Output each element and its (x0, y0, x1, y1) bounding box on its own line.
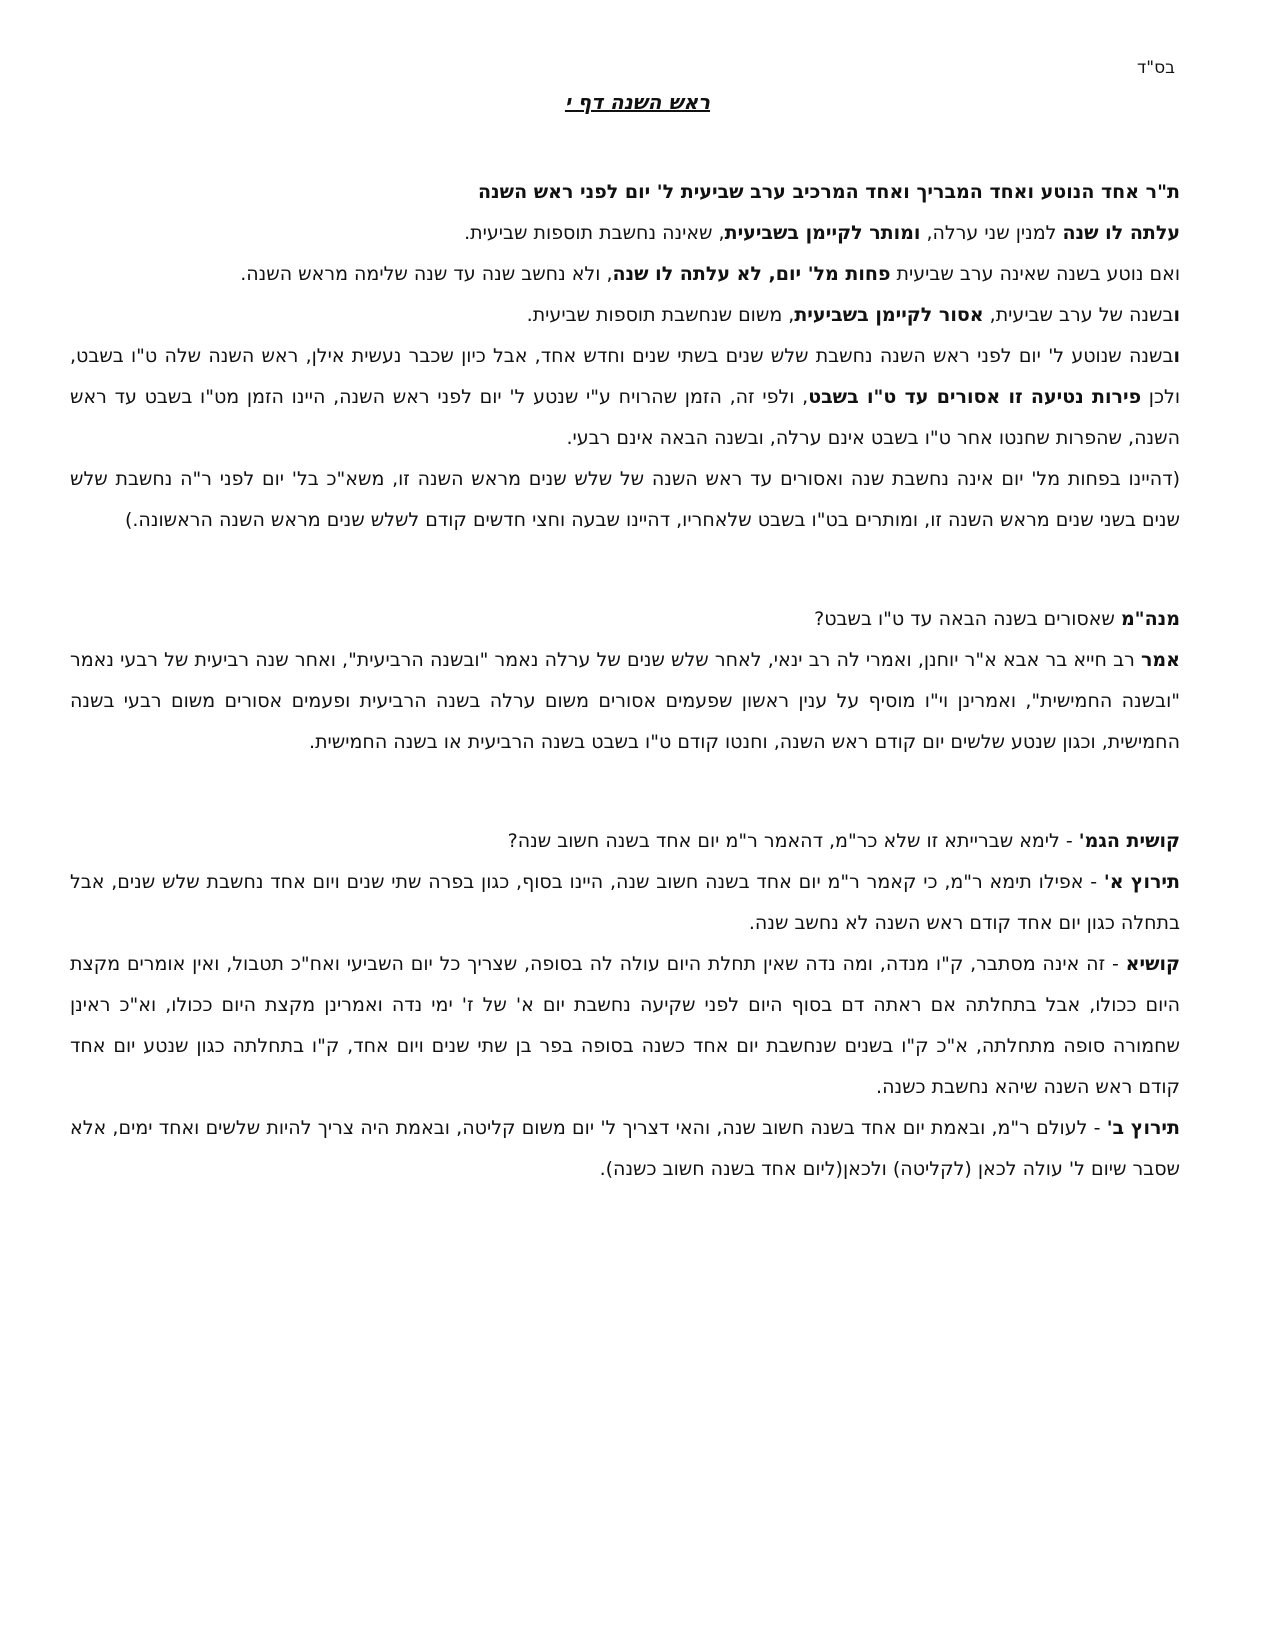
baraita-line (70, 172, 1180, 213)
paragraph-2 (70, 254, 1180, 295)
bold-phrase: עלתה לו שנה (1062, 222, 1180, 244)
text-run: רב חייא בר אבא א"ר יוחנן, ואמרי לה רב ינאי, לאחר שלש שנים של ערלה נאמר "ובשנה הרביעית", ואחר שנה רביעית של רבעי נאמר "ובשנה החמישית", ואמרינן וי"ו מוסיף על ענין ראשון שפעמים אסורים משום ערלה בשנה הרביעית ופעמים אסורים משום רבעי בשנה החמישית, וכגון שנטע שלשים יום קודם ראש השנה, וחנטו קודם ט"ו בשבט בשנה הרביעית או בשנה החמישית. (70, 649, 1180, 753)
text-run: , ולפי זה, הזמן שהרויח ע"י שנטע ל' יום לפני ראש השנה, היינו הזמן מט"ו בשבט עד ראש השנה, שהפרות שחנטו אחר ט"ו בשבט אינם ערלה, ובשנה הבאה אינם רבעי. (70, 386, 1180, 449)
bold-phrase: קושיא (1125, 953, 1180, 975)
paragraph-4 (70, 336, 1180, 459)
gemara-question (70, 821, 1180, 862)
answer-paragraph (70, 640, 1180, 763)
text-run: שאסורים בשנה הבאה עד ט"ו בשבט? (814, 608, 1121, 630)
question-line (70, 599, 1180, 640)
section-gap (70, 541, 1180, 599)
question-2 (70, 944, 1180, 1108)
bold-phrase: ו (1173, 304, 1180, 326)
text-run: - לימא שברייתא זו שלא כר"מ, דהאמר ר"מ יום אחד בשנה חשוב שנה? (507, 830, 1079, 852)
text-run: בשנה של ערב שביעית, (983, 304, 1174, 326)
answer-1 (70, 862, 1180, 944)
bold-phrase: פירות נטיעה זו אסורים עד ט"ו בשבט (808, 386, 1142, 408)
corner-mark: בס"ד (1137, 58, 1175, 78)
bold-phrase: תירוץ ב' (1106, 1117, 1180, 1139)
text-run: , ולא נחשב שנה עד שנה שלימה מראש השנה. (240, 263, 613, 285)
paragraph-3 (70, 295, 1180, 336)
text-run: , שאינה נחשבת תוספות שביעית. (464, 222, 725, 244)
text-run: למנין שני ערלה, (920, 222, 1063, 244)
page-title: ראש השנה דף י (564, 90, 711, 114)
bold-phrase: מנה"מ (1120, 608, 1180, 630)
bold-phrase: אמר (1140, 649, 1180, 671)
bold-phrase: ומותר לקיימן בשביעית (724, 222, 921, 244)
bold-phrase: קושית הגמ' (1078, 830, 1180, 852)
paragraph-parenthetical: (דהיינו בפחות מל' יום אינה נחשבת שנה ואסורים עד ראש השנה של שלש שנים מראש השנה זו, משא"כ בל' יום לפני ר"ה נחשבת שלש שנים בשני שנים מראש השנה זו, ומותרים בט"ו בשבט שלאחריו, דהיינו שבעה וחצי חדשים קודם לשלש שנים מראש השנה הראשונה.) (70, 468, 1180, 531)
text-run: - אפילו תימא ר"מ, כי קאמר ר"מ יום אחד בשנה חשוב שנה, היינו בסוף, כגון בפרה שתי שנים ויום אחד נחשבת שלש שנים, אבל בתחלה כגון יום אחד קודם ראש השנה לא נחשב שנה. (70, 871, 1180, 934)
bold-phrase: פחות מל' יום, לא עלתה לו שנה (612, 263, 891, 285)
text-run: , משום שנחשבת תוספות שביעית. (526, 304, 795, 326)
paragraph-1 (70, 213, 1180, 254)
answer-2 (70, 1108, 1180, 1190)
text-run: - לעולם ר"מ, ובאמת יום אחד בשנה חשוב שנה, והאי דצריך ל' יום משום קליטה, ובאמת היה צריך להיות שלשים ואחד ימים, אלא שסבר שיום ל' עולה לכאן (לקליטה) ולכאן(ליום אחד בשנה חשוב כשנה). (70, 1117, 1180, 1180)
section-gap (70, 763, 1180, 821)
document-body (70, 172, 1180, 1190)
text-run: - זה אינה מסתבר, ק"ו מנדה, ומה נדה שאין תחלת היום עולה לה בסופה, שצריך כל יום השביעי ואח"כ תטבול, ואין אומרים מקצת היום ככולו, אבל בתחלתה אם ראתה דם בסוף היום לפני שקיעה נחשבת יום א' של ז' ימי נדה ואמרינן מקצת היום ככולו, וא"כ ראינן שחמורה סופה מתחלתה, א"כ ק"ו בשנים שנחשבת יום אחד כשנה בסופה בפר בן שתי שנים ויום אחד, ק"ו בתחלתה כגון שנטע יום אחד קודם ראש השנה שיהא נחשבת כשנה. (70, 953, 1180, 1098)
bold-phrase: ו (1173, 345, 1180, 367)
text-run: בשנה שנוטע ל' יום לפני ראש השנה נחשבת שלש שנים בשתי שנים וחדש אחד, אבל כיון שכבר נעשית אילן, ראש השנה שלה ט"ו בשבט, ולכן (70, 345, 1180, 408)
bold-phrase: אסור לקיימן בשביעית (794, 304, 984, 326)
baraita-text: ת"ר אחד הנוטע ואחד המבריך ואחד המרכיב ערב שביעית ל' יום לפני ראש השנה (478, 181, 1180, 203)
text-run: ואם נוטע בשנה שאינה ערב שביעית (890, 263, 1180, 285)
bold-phrase: תירוץ א' (1103, 871, 1180, 893)
